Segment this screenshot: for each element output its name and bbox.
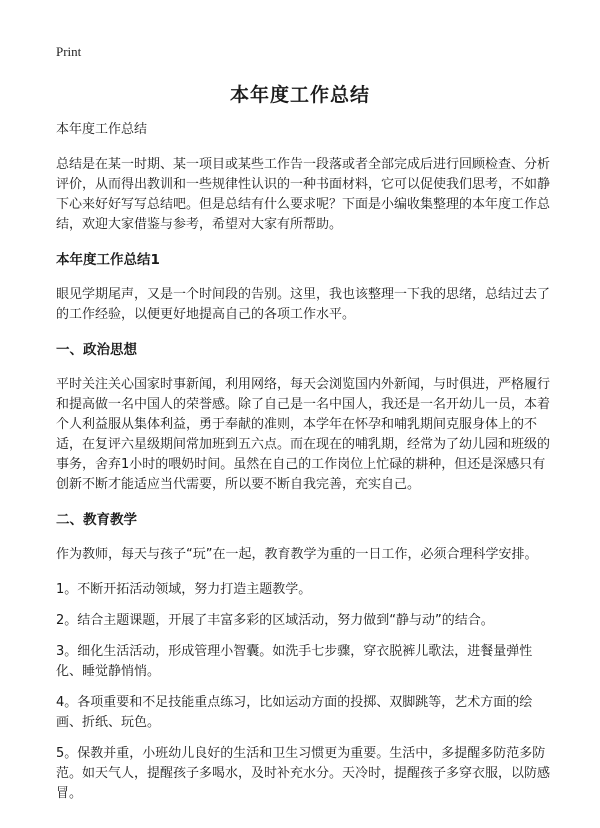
- intro-paragraph: 总结是在某一时期、某一项目或某些工作告一段落或者全部完成后进行回顾检查、分析评价，从而得出教训和一些规律性认识的一种书面材料，它可以促使我们思考，不如静下心来好好写写总结吧。但是总结有什么要求呢？下面是小编收集整理的本年度工作总结，欢迎大家借鉴与参考，希望对大家有所帮助。: [56, 157, 551, 232]
- list-item: 5。保教并重，小班幼儿良好的生活和卫生习惯更为重要。生活中，多提醒多防范多防范。如天气人，提醒孩子多喝水，及时补充水分。天冷时，提醒孩子多穿衣服，以防感冒。: [56, 746, 551, 801]
- section-title: 本年度工作总结1: [56, 252, 160, 268]
- list-item: 3。细化生活活动，形成管理小智囊。如洗手七步骤，穿衣脱裤儿歌法，进餐量弹性化、睡觉静悄悄。: [56, 644, 533, 679]
- print-label[interactable]: Print: [56, 44, 82, 59]
- heading-politics: 一、政治思想: [56, 342, 137, 358]
- list-item: 4。各项重要和不足技能重点练习，比如运动方面的投掷、双脚跳等，艺术方面的绘画、折纸、玩色。: [56, 695, 533, 730]
- politics-paragraph: 平时关注关心国家时事新闻，利用网络，每天会浏览国内外新闻，与时俱进，严格履行和提高做一名中国人的荣誉感。除了自己是一名中国人，我还是一名开幼儿一员，本着个人利益服从集体利益，勇于奉献的准则，本学年在怀孕和哺乳期间克服身体上的不适，在复评六星级期间常加班到五六点。而在现在的哺乳期，经常为了幼儿园和班级的事务，舍弃1小时的喂奶时间。虽然在自己的工作岗位上忙碌的耕种，但还是深感只有创新不断才能适应当代需要，所以要不断自我完善，充实自己。: [56, 377, 551, 492]
- document-body: [56, 120, 552, 815]
- list-item: 1。不断开拓活动领域，努力打造主题教学。: [56, 582, 312, 597]
- heading-teaching: 二、教育教学: [56, 512, 137, 528]
- list-item: 2。结合主题课题，开展了丰富多彩的区域活动，努力做到“静与动”的结合。: [56, 613, 494, 628]
- subtitle: 本年度工作总结: [56, 122, 148, 137]
- opening-paragraph: 眼见学期尾声，又是一个时间段的告别。这里，我也该整理一下我的思绪，总结过去了的工作经验，以便更好地提高自己的各项工作水平。: [56, 287, 551, 322]
- teaching-intro-paragraph: 作为教师，每天与孩子“玩”在一起，教育教学为重的一日工作，必须合理科学安排。: [56, 547, 538, 562]
- document-title: 本年度工作总结: [229, 84, 370, 106]
